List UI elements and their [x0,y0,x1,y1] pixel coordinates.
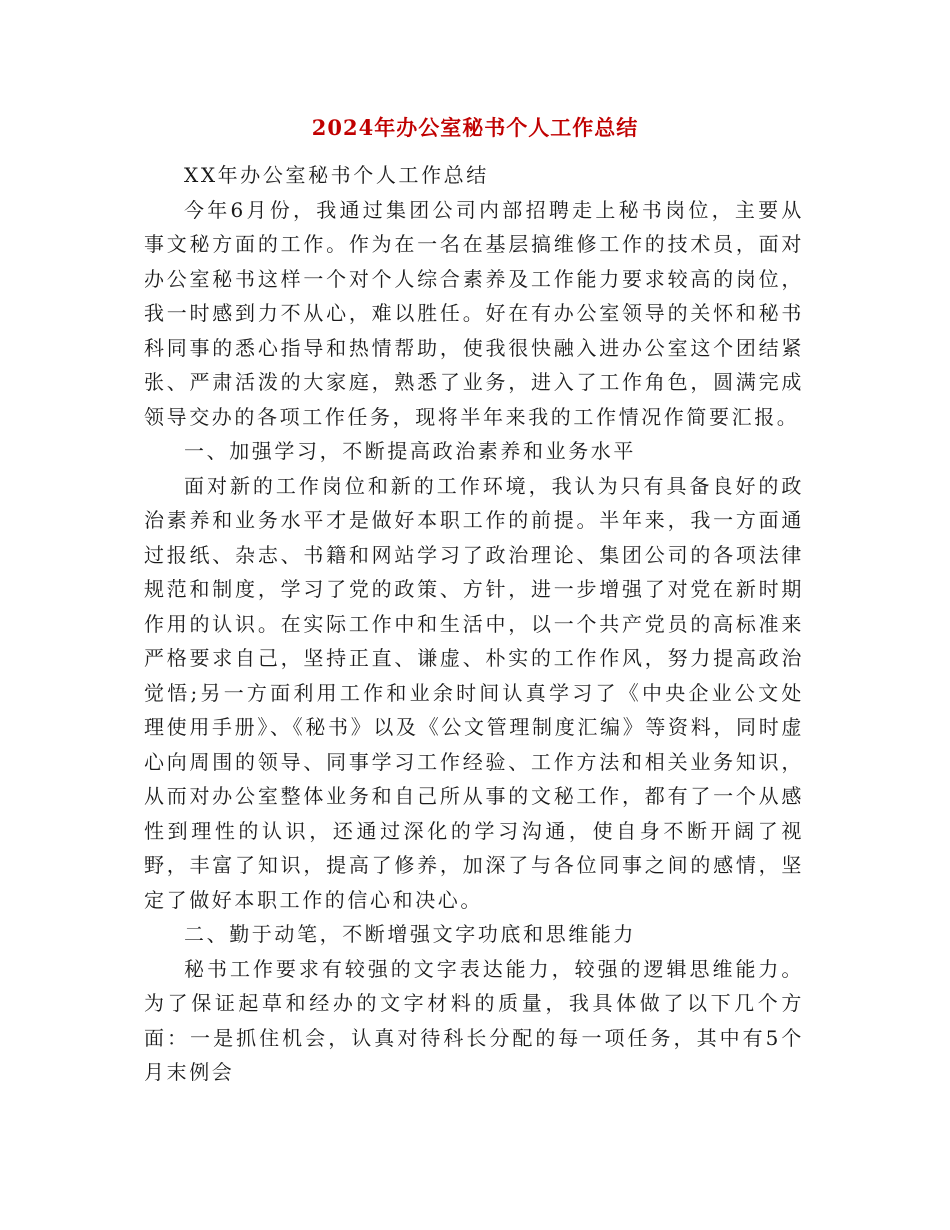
section-heading-2: 二、勤于动笔，不断增强文字功底和思维能力 [184,922,636,946]
section-1-paragraph: 面对新的工作岗位和新的工作环境，我认为只有具备良好的政治素养和业务水平才是做好本职工作的前提。半年来，我一方面通过报纸、杂志、书籍和网站学习了政治理论、集团公司的各项法律规范和制度，学习了党的政策、方针，进一步增强了对党在新时期作用的认识。在实际工作中和生活中，以一个共产党员的高标准来严格要求自己，坚持正直、谦虚、朴实的工作作风，努力提高政治觉悟;另一方面利用工作和业余时间认真学习了《中央企业公文处理使用手册》、《秘书》以及《公文管理制度汇编》等资料，同时虚心向周围的领导、同事学习工作经验、工作方法和相关业务知识，从而对办公室整体业务和自己所从事的文秘工作，都有了一个从感性到理性的认识，还通过深化的学习沟通，使自身不断开阔了视野，丰富了知识，提高了修养，加深了与各位同事之间的感情，坚定了做好本职工作的信心和决心。 [144,473,804,912]
intro-paragraph: 今年6月份，我通过集团公司内部招聘走上秘书岗位，主要从事文秘方面的工作。作为在一名在基层搞维修工作的技术员，面对办公室秘书这样一个对个人综合素养及工作能力要求较高的岗位，我一时感到力不从心，难以胜任。好在有办公室领导的关怀和秘书科同事的悉心指导和热情帮助，使我很快融入进办公室这个团结紧张、严肃活泼的大家庭，熟悉了业务，进入了工作角色，圆满完成领导交办的各项工作任务，现将半年来我的工作情况作简要汇报。 [144,197,804,429]
section-heading-1: 一、加强学习，不断提高政治素养和业务水平 [184,439,636,463]
section-2-paragraph: 秘书工作要求有较强的文字表达能力，较强的逻辑思维能力。为了保证起草和经办的文字材料的质量，我具体做了以下几个方面：一是抓住机会，认真对待科长分配的每一项任务，其中有5个月末例会 [144,956,804,1084]
subtitle-paragraph: XX年办公室秘书个人工作总结 [184,163,489,187]
document-body [144,158,804,1090]
document-title: 2024年办公室秘书个人工作总结 [311,115,639,140]
